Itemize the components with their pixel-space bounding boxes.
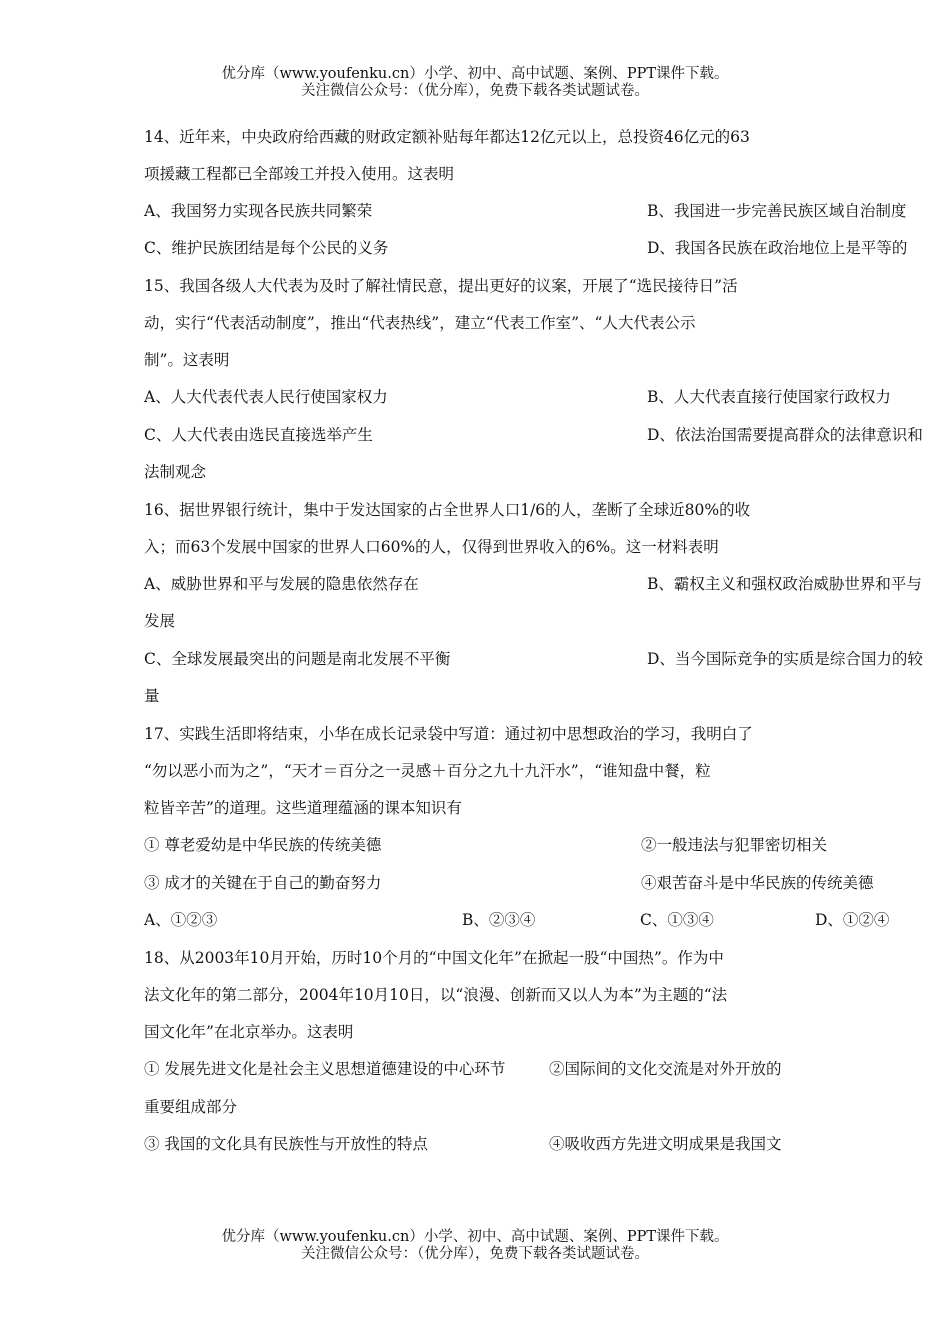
q15-options-row-2 bbox=[144, 424, 923, 446]
q18-statement-2-continued: 重要组成部分 bbox=[144, 1098, 238, 1116]
q17-statement-1: ① 尊老爱幼是中华民族的传统美德 bbox=[144, 836, 382, 854]
q15-stem-line-3: 制”。这表明 bbox=[144, 351, 230, 369]
q16-option-c: C、全球发展最突出的问题是南北发展不平衡 bbox=[144, 650, 451, 668]
q14-option-d: D、我国各民族在政治地位上是平等的 bbox=[647, 239, 908, 257]
q15-option-d: D、依法治国需要提高群众的法律意识和 bbox=[647, 426, 923, 444]
q17-option-a: A、①②③ bbox=[144, 911, 218, 929]
q15-option-a: A、人大代表代表人民行使国家权力 bbox=[144, 388, 388, 406]
footer-line-2: 关注微信公众号：（优分库），免费下载各类试题试卷。 bbox=[301, 1246, 649, 1262]
q15-option-c: C、人大代表由选民直接选举产生 bbox=[144, 426, 373, 444]
q17-options-row bbox=[144, 909, 890, 931]
q18-statement-1: ① 发展先进文化是社会主义思想道德建设的中心环节 bbox=[144, 1060, 506, 1078]
q18-stem-line-2: 法文化年的第二部分，2004年10月10日，以“浪漫、创新而又以人为本”为主题的“法 bbox=[144, 986, 728, 1004]
q18-stem-line-1: 18、从2003年10月开始，历时10个月的“中国文化年”在掀起一股“中国热”。作为中 bbox=[144, 949, 724, 967]
q16-options-row-1 bbox=[144, 573, 922, 595]
q17-stem-line-1: 17、实践生活即将结束，小华在成长记录袋中写道：通过初中思想政治的学习，我明白了 bbox=[144, 725, 753, 743]
header-line-1: 优分库（www.youfenku.cn）小学、初中、高中试题、案例、PPT课件下载。 bbox=[221, 66, 729, 82]
page-footer bbox=[0, 1229, 950, 1263]
header-line-2: 关注微信公众号：（优分库），免费下载各类试题试卷。 bbox=[301, 83, 649, 99]
q14-options-row-2 bbox=[144, 237, 908, 259]
q16-option-d-continued: 量 bbox=[144, 687, 160, 705]
q15-options-row-1 bbox=[144, 386, 891, 408]
q17-option-b: B、②③④ bbox=[462, 911, 536, 929]
q17-option-c: C、①③④ bbox=[640, 911, 714, 929]
q17-statement-3: ③ 成才的关键在于自己的勤奋努力 bbox=[144, 874, 382, 892]
q17-statements-row-1 bbox=[144, 834, 828, 856]
q14-stem-line-2: 项援藏工程都已全部竣工并投入使用。这表明 bbox=[144, 165, 455, 183]
q15-stem-line-2: 动，实行“代表活动制度”，推出“代表热线”，建立“代表工作室”、“人大代表公示 bbox=[144, 314, 696, 332]
q14-stem-line-1: 14、近年来，中央政府给西藏的财政定额补贴每年都达12亿元以上，总投资46亿元的63 bbox=[144, 128, 750, 146]
q17-option-d: D、①②④ bbox=[815, 911, 890, 929]
q16-stem-line-2: 入；而63个发展中国家的世界人口60%的人，仅得到世界收入的6%。这一材料表明 bbox=[144, 538, 719, 556]
q15-option-d-continued: 法制观念 bbox=[144, 463, 207, 481]
q16-option-b: B、霸权主义和强权政治威胁世界和平与 bbox=[647, 575, 922, 593]
q16-options-row-2 bbox=[144, 648, 923, 670]
q17-stem-line-3: 粒皆辛苦”的道理。这些道理蕴涵的课本知识有 bbox=[144, 799, 462, 817]
q18-stem-line-3: 国文化年”在北京举办。这表明 bbox=[144, 1023, 354, 1041]
q17-stem-line-2: “勿以恶小而为之”，“天才＝百分之一灵感＋百分之九十九汗水”，“谁知盘中餐，粒 bbox=[144, 762, 711, 780]
q14-option-c: C、维护民族团结是每个公民的义务 bbox=[144, 239, 389, 257]
q16-option-b-continued: 发展 bbox=[144, 612, 176, 630]
footer-line-1: 优分库（www.youfenku.cn）小学、初中、高中试题、案例、PPT课件下载。 bbox=[221, 1229, 729, 1245]
q14-option-a: A、我国努力实现各民族共同繁荣 bbox=[144, 202, 373, 220]
q18-statements-row-1 bbox=[144, 1058, 782, 1080]
q18-statement-3: ③ 我国的文化具有民族性与开放性的特点 bbox=[144, 1135, 428, 1153]
q16-option-d: D、当今国际竞争的实质是综合国力的较 bbox=[647, 650, 923, 668]
q17-statement-2: ②一般违法与犯罪密切相关 bbox=[641, 836, 828, 854]
q15-option-b: B、人大代表直接行使国家行政权力 bbox=[647, 388, 891, 406]
q17-statements-row-2 bbox=[144, 872, 874, 894]
q16-stem-line-1: 16、据世界银行统计，集中于发达国家的占全世界人口1/6的人，垄断了全球近80%的收 bbox=[144, 501, 751, 519]
q17-statement-4: ④艰苦奋斗是中华民族的传统美德 bbox=[641, 874, 874, 892]
q15-stem-line-1: 15、我国各级人大代表为及时了解社情民意，提出更好的议案，开展了“选民接待日”活 bbox=[144, 277, 738, 295]
q18-statement-2: ②国际间的文化交流是对外开放的 bbox=[549, 1060, 782, 1078]
q16-option-a: A、威胁世界和平与发展的隐患依然存在 bbox=[144, 575, 419, 593]
q14-option-b: B、我国进一步完善民族区域自治制度 bbox=[647, 202, 907, 220]
q18-statements-row-2 bbox=[144, 1133, 782, 1155]
q14-options-row-1 bbox=[144, 200, 907, 222]
q18-statement-4: ④吸收西方先进文明成果是我国文 bbox=[549, 1135, 782, 1153]
page-header bbox=[0, 66, 950, 100]
